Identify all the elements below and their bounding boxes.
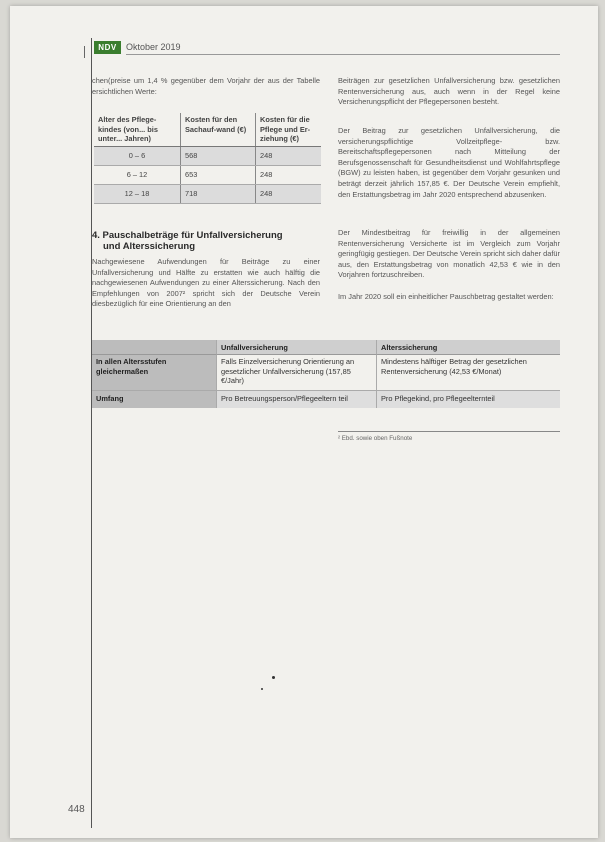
table-cell: 248 xyxy=(256,146,322,165)
section-heading xyxy=(92,230,283,252)
footnote: ² Ebd. sowie oben Fußnote xyxy=(338,435,413,442)
header-rule xyxy=(126,54,560,55)
table-cell: 6 – 12 xyxy=(94,165,181,184)
footnote-rule xyxy=(338,431,560,432)
intro-text: chen(preise um 1,4 % gegenüber dem Vorjahr der aus der Tabelle ersichtlichen Werte: xyxy=(92,76,320,96)
issue-date: Oktober 2019 xyxy=(126,42,181,52)
right-paragraph-1: Beiträgen zur gesetzlichen Unfallversicherung bzw. gesetzlichen Rentenversicherung aus, auch wenn in der Regel keine Versicherungspflicht der Pflegepersonen besteht. xyxy=(338,76,560,107)
table-cell: 12 – 18 xyxy=(94,184,181,203)
column-header-accident: Unfallversicherung xyxy=(216,340,376,354)
section-heading-line-1: 4. Pauschalbeträge für Unfallversicherung xyxy=(92,230,283,241)
right-paragraph-3: Der Mindestbeitrag für freiwillig in der allgemeinen Rentenversicherung Versicherte ist im Vergleich zum Vorjahr geringfügig gestiegen. Der Deutsche Verein spricht sich daher dafür aus, den Erstattungsbetrag von monatlich 42,53 € wie in den Vorjahren fortzuschreiben. xyxy=(338,228,560,280)
table-row xyxy=(94,165,321,184)
table-cell: 248 xyxy=(256,184,322,203)
table-cell: 568 xyxy=(181,146,256,165)
page-number: 448 xyxy=(68,804,85,815)
table-cell: 0 – 6 xyxy=(94,146,181,165)
section-heading-line-2: und Alterssicherung xyxy=(103,241,196,252)
right-paragraph-4: Im Jahr 2020 soll ein einheitlicher Pauschbetrag gestaltet werden: xyxy=(338,292,554,301)
table-row xyxy=(92,390,560,408)
table-row xyxy=(94,146,321,165)
right-paragraph-2: Der Beitrag zur gesetzlichen Unfallversicherung, die versicherungspflichtige Vollzeitpflege- bzw. Bereitschaftspflegepersonen nach Mitteilung der Berufsgenossenschaft für Gesundheitsdienst und Wohlfahrtspflege (BGW) zu leisten haben, ist gegenüber dem Vorjahr gesunken und beträgt derzeit jährlich 157,85 €. Der Deutsche Verein empfiehlt, den Erstattungsbetrag im Jahr 2020 entsprechend abzusenken. xyxy=(338,126,560,199)
scan-speck xyxy=(272,676,275,679)
row-label: In allen Altersstufen gleichermaßen xyxy=(92,354,216,390)
table-cell: Mindestens hälftiger Betrag der gesetzlichen Rentenversicherung (42,53 €/Monat) xyxy=(376,354,560,390)
table-cell: Pro Pflegekind, pro Pflegeelternteil xyxy=(376,390,560,408)
row-label: Umfang xyxy=(92,390,216,408)
cost-table-header-care: Kosten für die Pflege und Er-ziehung (€) xyxy=(256,113,322,146)
table-cell: Falls Einzelversicherung Orientierung an gesetzlicher Unfallversicherung (157,85 €/Jahr) xyxy=(216,354,376,390)
table-row xyxy=(92,354,560,390)
table-cell: 718 xyxy=(181,184,256,203)
cost-table-header-material: Kosten für den Sachauf-wand (€) xyxy=(181,113,256,146)
scan-speck xyxy=(261,688,263,690)
table-cell: 248 xyxy=(256,165,322,184)
column-header-pension: Alterssicherung xyxy=(376,340,560,354)
table-row xyxy=(94,184,321,203)
left-paragraph: Nachgewiesene Aufwendungen für Beiträge zu einer Unfallversicherung und Hälfte zu erstatten wie auch hälftig die nachgewiesenen Aufwendungen zu einer Alterssicherung. Nach den Empfehlungen von 2007² spricht sich der Deutsche Verein diesbezüglich für eine Orientierung an den xyxy=(92,257,320,309)
cost-table xyxy=(94,113,321,204)
table-cell xyxy=(92,340,216,354)
journal-badge: NDV xyxy=(94,41,121,54)
lump-sum-table xyxy=(92,340,560,408)
table-cell: 653 xyxy=(181,165,256,184)
table-row xyxy=(92,340,560,354)
header-tick xyxy=(84,46,85,58)
cost-table-header-age: Alter des Pflege-kindes (von... bis unter... Jahren) xyxy=(94,113,181,146)
margin-rule xyxy=(91,38,92,828)
table-cell: Pro Betreuungsperson/Pflegeeltern teil xyxy=(216,390,376,408)
